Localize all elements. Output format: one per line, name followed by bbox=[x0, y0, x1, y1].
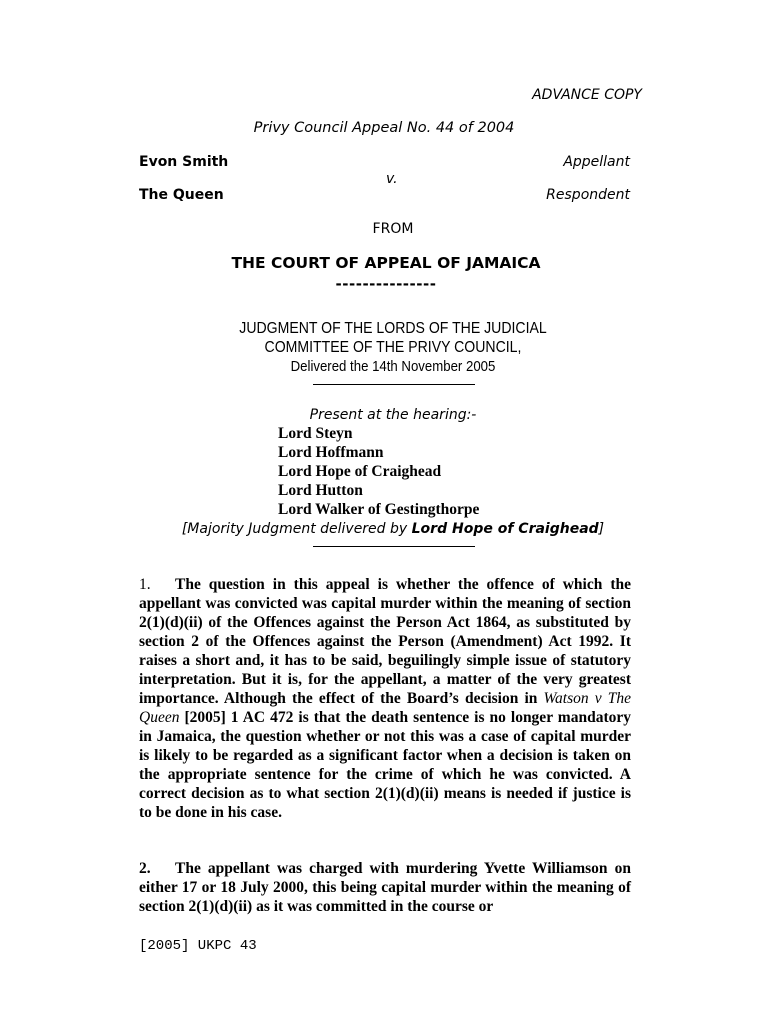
case-citation: Watson v The Queen bbox=[139, 690, 631, 726]
from-label: FROM bbox=[372, 221, 414, 237]
divider bbox=[313, 546, 475, 547]
delivery-date: Delivered the 14th November 2005 bbox=[290, 358, 496, 375]
paragraph-text: The question in this appeal is whether the offence of which the appellant was convicted was capital murder within the meaning of section 2(1)(d)(ii) of the Offences against the Person Act 1864, as substituted by section 2 of the Offences against the Person (Amendment) Act 1992. It raises a short and, it has to be said, beguilingly simple issue of statutory interpretation. But it is, for the appellant, a matter of the very greatest importance. Although the effect of the Board’s decision in bbox=[139, 576, 631, 707]
lord-name: Lord Hope of Craighead bbox=[278, 463, 442, 480]
respondent-role: Respondent bbox=[546, 187, 630, 203]
judgment-title-line-1: JUDGMENT OF THE LORDS OF THE JUDICIAL bbox=[239, 320, 547, 337]
court-separator: --------------- bbox=[335, 275, 437, 293]
divider bbox=[313, 384, 475, 385]
lord-name: Lord Walker of Gestingthorpe bbox=[278, 501, 480, 518]
lord-name: Lord Hoffmann bbox=[278, 444, 384, 461]
majority-lord: Lord Hope of Craighead bbox=[411, 521, 599, 537]
judgment-title-line-2: COMMITTEE OF THE PRIVY COUNCIL, bbox=[264, 339, 522, 356]
advance-copy-label: ADVANCE COPY bbox=[532, 87, 642, 103]
majority-judgment-note bbox=[0, 521, 768, 537]
paragraph-2 bbox=[139, 859, 631, 916]
paragraph-number: 2. bbox=[139, 860, 151, 877]
paragraph-number: 1. bbox=[139, 576, 151, 593]
versus-label: v. bbox=[386, 171, 398, 187]
majority-prefix: [Majority Judgment delivered by bbox=[181, 521, 412, 537]
lord-name: Lord Steyn bbox=[278, 425, 353, 442]
footer-citation: [2005] UKPC 43 bbox=[139, 938, 257, 954]
paragraph-text: [2005] 1 AC 472 is that the death sentence is no longer mandatory in Jamaica, the question whether or not this was a case of capital murder is likely to be regarded as a significant factor when a decision is taken on the appropriate sentence for the crime of which he was convicted. A correct decision as to what section 2(1)(d)(ii) means is needed if justice is to be done in his case. bbox=[139, 709, 631, 821]
paragraph-1 bbox=[139, 575, 631, 822]
appellant-role: Appellant bbox=[563, 154, 630, 170]
respondent-name: The Queen bbox=[139, 187, 224, 203]
lord-name: Lord Hutton bbox=[278, 482, 363, 499]
court-name: THE COURT OF APPEAL OF JAMAICA bbox=[231, 254, 541, 272]
present-at-hearing-label: Present at the hearing:- bbox=[309, 407, 477, 423]
appeal-number: Privy Council Appeal No. 44 of 2004 bbox=[253, 120, 515, 136]
paragraph-text: The appellant was charged with murdering Yvette Williamson on either 17 or 18 July 2000, this being capital murder within the meaning of section 2(1)(d)(ii) as it was committed in the course or bbox=[139, 860, 631, 915]
appellant-name: Evon Smith bbox=[139, 154, 229, 170]
majority-suffix: ] bbox=[598, 521, 605, 537]
